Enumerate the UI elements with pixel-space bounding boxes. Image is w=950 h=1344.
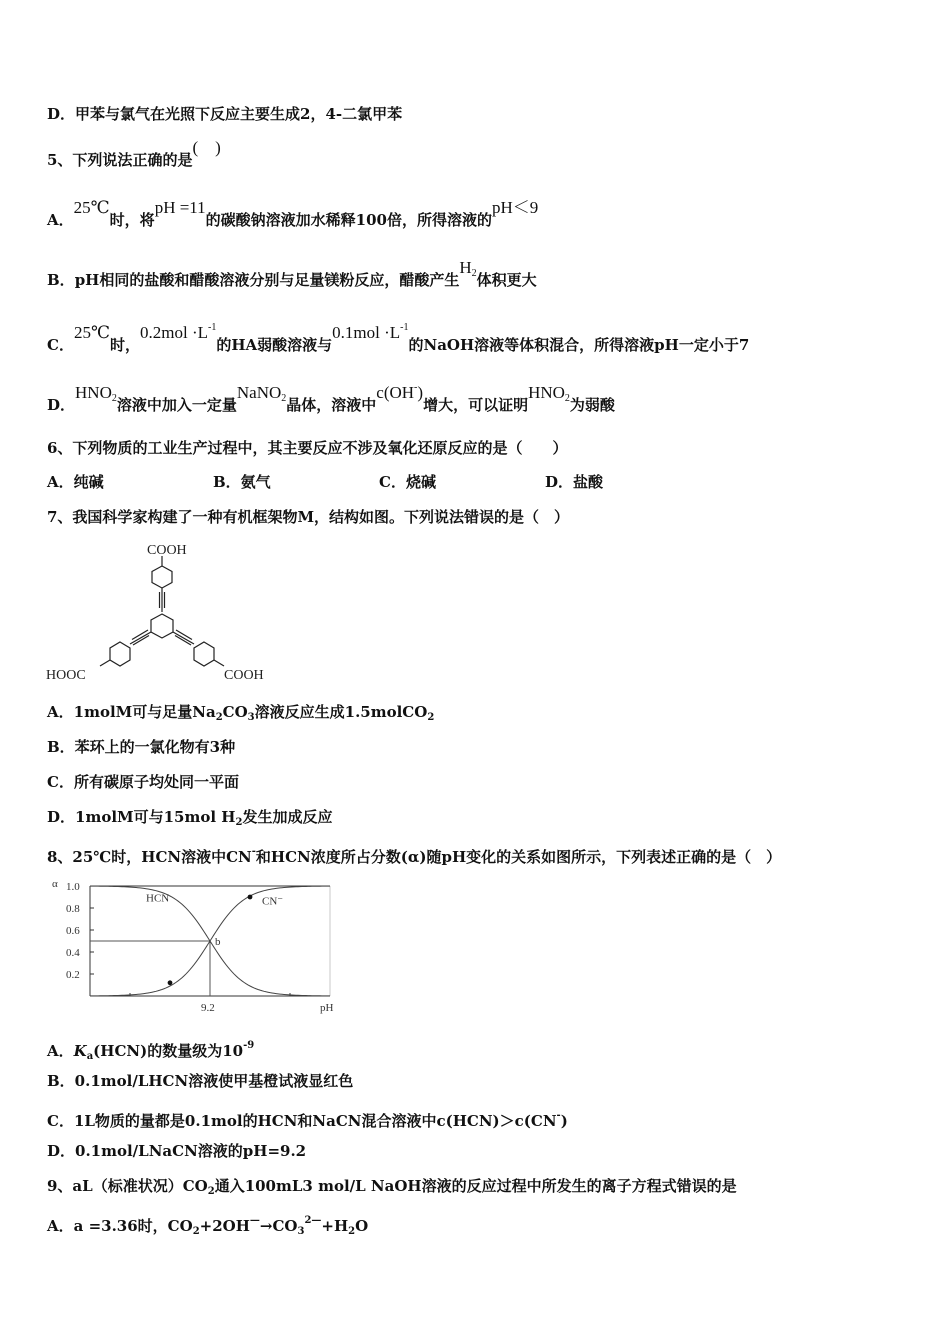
q6-option-b: B．氨气 bbox=[213, 473, 271, 491]
marked-point bbox=[168, 980, 173, 985]
q6-option-d: D．盐酸 bbox=[545, 473, 604, 491]
q6-options bbox=[47, 472, 603, 492]
point-b-label: b bbox=[215, 936, 221, 948]
y-tick-label: 0.4 bbox=[66, 947, 80, 959]
q5-option-a: A．25℃时，将pH =11的碳酸钠溶液加水稀释100倍，所得溶液的pH＜9 bbox=[47, 198, 539, 229]
y-tick-label: 0.8 bbox=[66, 903, 80, 915]
q8-option-d: D．0.1mol/LNaCN溶液的pH=9.2 bbox=[47, 1142, 307, 1160]
q8-option-a: A．$K_a(HCN)$的数量级为$10^{-9}$ bbox=[47, 1040, 255, 1062]
hooc-left-label: HOOC bbox=[46, 668, 86, 683]
q5-option-d: D．$HNO_2$溶液中加入一定量NaNO$_2$晶体，溶液中c(OH-)增大，可以证明$HNO_2$为弱酸 bbox=[47, 382, 615, 414]
q7-stem: 7、我国科学家构建了一种有机框架物M，结构如图。下列说法错误的是（ ） bbox=[47, 508, 570, 526]
q9-stem: 9、aL（标准状况）$CO_2$通入100mL3 mol/L NaOH溶液的反应过程中所发生的离子方程式错误的是 bbox=[47, 1177, 737, 1197]
series-hcn-label: HCN bbox=[146, 892, 170, 905]
q7-option-a: A．1molM可与足量$Na_2CO_3$溶液反应生成1.5molCO$_2$ bbox=[47, 703, 435, 723]
q4-option-d: D．甲苯与氯气在光照下反应主要生成2，4-二氯甲苯 bbox=[47, 105, 403, 123]
q7-option-d: D．1molM可与15mol $H_2$发生加成反应 bbox=[47, 808, 333, 828]
q6-stem: 6、下列物质的工业生产过程中，其主要反应不涉及氧化还原反应的是（ ） bbox=[47, 439, 568, 457]
y-tick-label: 0.2 bbox=[66, 969, 80, 981]
cooh-right-label: COOH bbox=[224, 668, 264, 683]
y-axis-label: α bbox=[52, 878, 58, 890]
q5-option-b: B．pH相同的盐酸和醋酸溶液分别与足量镁粉反应，醋酸产生$H_2$体积更大 bbox=[47, 258, 537, 289]
structure-diagram bbox=[44, 538, 284, 688]
q6-option-a: A．纯碱 bbox=[47, 473, 104, 491]
marked-point bbox=[248, 895, 253, 900]
y-tick-label: 1.0 bbox=[66, 881, 80, 893]
alpha-ph-chart bbox=[44, 873, 344, 1018]
y-tick-label: 0.6 bbox=[66, 925, 80, 937]
q5-stem: 5、下列说法正确的是( ) bbox=[47, 138, 221, 169]
q6-option-c: C．烧碱 bbox=[379, 473, 436, 491]
q5-option-c: C．25℃时，$0.2mol \cdot L^{-1}$的HA弱酸溶液与$0.1mol \cdot L^{-1}$的NaOH溶液等体积混合，所得溶液pH一定小于7 bbox=[47, 322, 750, 354]
q8-option-b: B．0.1mol/LHCN溶液使甲基橙试液显红色 bbox=[47, 1072, 354, 1090]
x-tick-label: 9.2 bbox=[201, 1002, 215, 1014]
q7-option-b: B．苯环上的一氯化物有3种 bbox=[47, 738, 236, 756]
x-axis-label: pH bbox=[320, 1002, 334, 1014]
q7-option-c: C．所有碳原子均处同一平面 bbox=[47, 773, 239, 791]
series-cn-label: CN⁻ bbox=[262, 895, 284, 908]
q8-option-c: C．1L物质的量都是0.1mol的HCN和NaCN混合溶液中c(HCN)＞c(CN-) bbox=[47, 1110, 568, 1130]
cooh-top-label: COOH bbox=[147, 543, 187, 558]
q9-option-a: A．a =3.36时，$CO_2+2OH^—\to CO_3^{2—}+H_2O$ bbox=[47, 1215, 369, 1237]
q8-stem: 8、25℃时，HCN溶液中CN-和HCN浓度所占分数(α)随pH变化的关系如图所示，下列表述正确的是（ ） bbox=[47, 846, 782, 866]
